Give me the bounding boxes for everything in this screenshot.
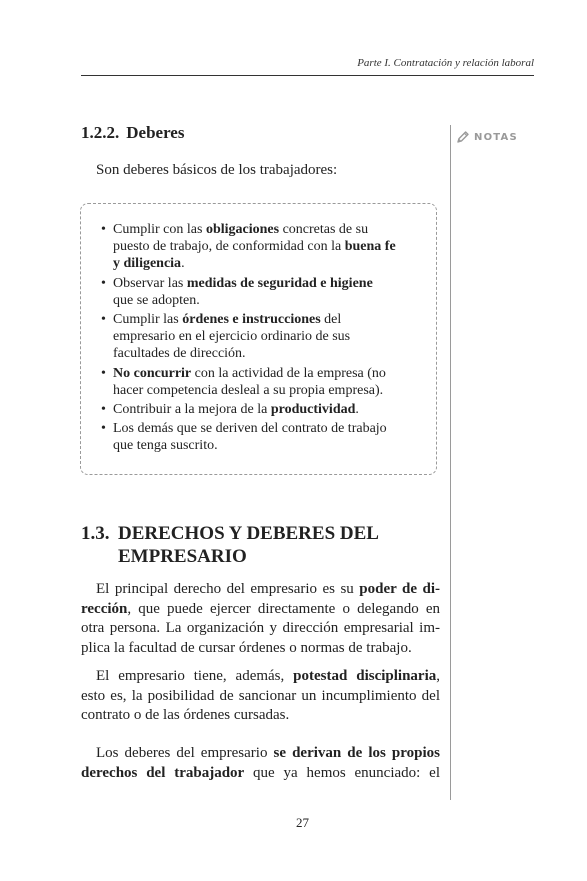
paragraph-line — [81, 667, 440, 687]
text-run: que ya hemos enunciado: el — [244, 764, 440, 781]
duty-item — [101, 311, 423, 363]
duties-intro: Son deberes básicos de los trabajadores: — [96, 162, 338, 178]
paragraph-line — [81, 687, 440, 707]
duty-item — [101, 365, 423, 399]
text-run: Cumplir las — [113, 312, 183, 328]
bold-text: productividad — [270, 402, 356, 418]
section-number: 1.2.2. — [81, 123, 120, 142]
text-run: Los demás que se deriven del contrato de trabajo — [113, 421, 387, 437]
pencil-icon — [456, 130, 470, 144]
duty-item — [101, 401, 423, 418]
section-heading — [81, 123, 184, 143]
bullet-icon: • — [101, 421, 106, 437]
text-run: que tenga suscrito. — [113, 438, 218, 454]
main-section-heading — [81, 522, 379, 568]
header-divider — [81, 75, 534, 76]
duty-item — [101, 420, 423, 454]
bold-text: obligaciones — [205, 222, 280, 237]
paragraph-line — [81, 619, 440, 639]
text-run: contrato o de las órdenes cursadas. — [81, 707, 290, 723]
bold-text: poder de di- — [359, 581, 440, 597]
text-run: con la actividad de la empresa (no — [191, 365, 386, 381]
notes-margin-divider — [450, 125, 451, 800]
text-run: empresario en el ejercicio ordinario de sus — [113, 329, 351, 345]
page-number: 27 — [296, 815, 309, 830]
text-run: . — [181, 256, 185, 272]
running-header: Parte I. Contratación y relación laboral — [357, 57, 534, 69]
duty-item — [101, 275, 423, 309]
notes-text: NOTAS — [474, 131, 518, 143]
duties-list — [101, 221, 423, 457]
text-run: Observar las — [113, 275, 187, 291]
duty-item — [101, 221, 423, 273]
section-title: Deberes — [126, 123, 185, 142]
paragraph-line — [81, 764, 440, 784]
text-run: plica la facultad de cursar órdenes o normas de trabajo. — [81, 639, 412, 656]
bold-text: rección — [81, 600, 128, 617]
text-run: , — [436, 668, 440, 684]
text-run: esto es, la posibilidad de sancionar un incumplimiento del — [81, 687, 440, 704]
text-run: , que puede ejercer directamente o delegando en — [127, 600, 440, 617]
text-run: . — [355, 402, 359, 418]
bullet-icon: • — [101, 222, 106, 237]
bold-text: medidas de seguridad e higiene — [186, 275, 373, 291]
text-run: Contribuir a la mejora de la — [113, 402, 271, 418]
paragraph-disciplinary-power — [81, 667, 440, 726]
text-run: hacer competencia desleal a su propia empresa). — [113, 382, 384, 398]
paragraph-line — [81, 744, 440, 764]
bold-text: se derivan de los propios — [273, 745, 440, 761]
text-run: El principal derecho del empresario es su — [96, 581, 360, 597]
paragraph-employer-duties — [81, 744, 440, 783]
bold-text: órdenes e instrucciones — [182, 312, 321, 328]
text-run: otra persona. La organización y dirección empresarial im- — [81, 620, 440, 636]
bullet-icon: • — [101, 365, 106, 381]
paragraph-line — [81, 706, 440, 726]
bold-text: potestad disciplinaria — [293, 668, 437, 684]
text-run: del — [320, 312, 342, 328]
paragraph-line — [81, 580, 440, 600]
text-run: concretas de su — [279, 222, 369, 237]
paragraph-line — [81, 600, 440, 620]
bold-text: No concurrir — [113, 365, 192, 381]
text-run: El empresario tiene, además, — [96, 668, 294, 684]
bold-text: buena fe — [344, 239, 396, 255]
bold-text: derechos del trabajador — [81, 764, 245, 781]
paragraph-line — [81, 639, 440, 659]
text-run: Cumplir con las — [113, 222, 206, 237]
text-run: que se adopten. — [113, 292, 200, 308]
main-section-number: 1.3. — [81, 523, 110, 544]
text-run: facultades de dirección. — [113, 346, 246, 362]
bullet-icon: • — [101, 312, 106, 328]
notes-label — [456, 130, 518, 144]
text-run: puesto de trabajo, de conformidad con la — [113, 239, 345, 255]
paragraph-direction-power — [81, 580, 440, 658]
bullet-icon: • — [101, 402, 106, 418]
main-section-title-line2: EMPRESARIO — [118, 546, 247, 567]
main-section-title-line1: DERECHOS Y DEBERES DEL — [118, 523, 379, 544]
bullet-icon: • — [101, 275, 106, 291]
text-run: Los deberes del empresario — [96, 745, 274, 761]
bold-text: y diligencia — [113, 256, 182, 272]
